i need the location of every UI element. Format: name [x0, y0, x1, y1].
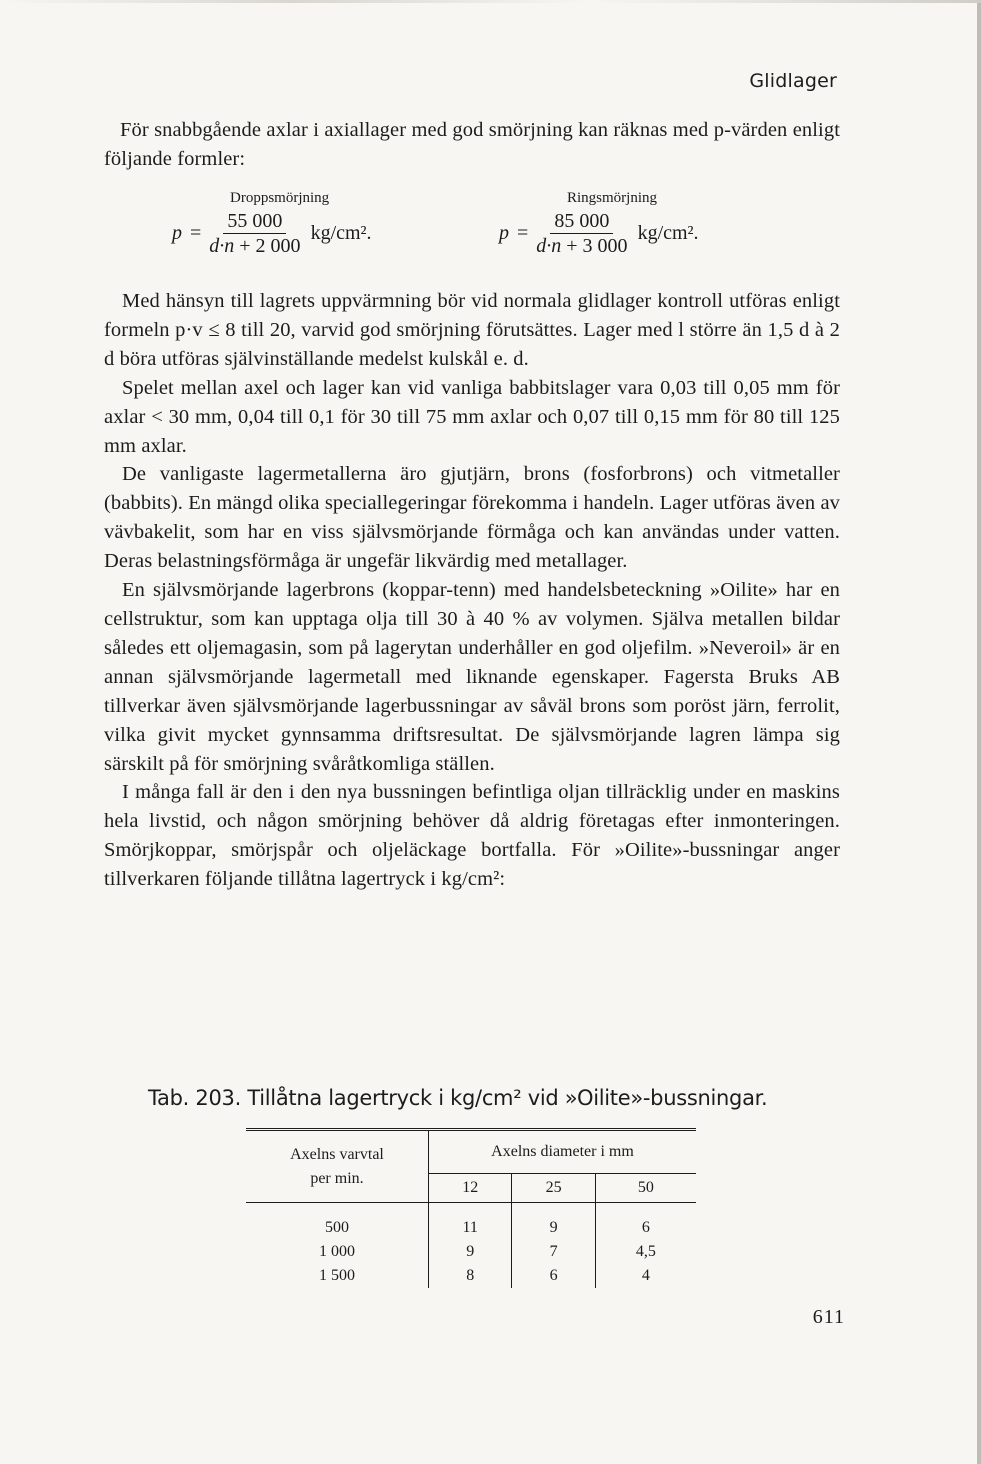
page-number: 611 — [812, 1306, 845, 1328]
table-caption: Tab. 203. Tillåtna lagertryck i kg/cm² vid »Oilite»-bussningar. — [148, 1086, 768, 1110]
table-row — [246, 1264, 696, 1288]
denominator-variable: d·n — [209, 235, 235, 257]
table-header-row — [246, 1130, 696, 1174]
running-head: Glidlager — [749, 70, 837, 92]
formula-label-ring: Ringsmörjning — [567, 190, 658, 206]
speed-header-line2: per min. — [310, 1169, 364, 1187]
value-cell: 4,5 — [595, 1240, 696, 1264]
value-cell: 4 — [595, 1264, 696, 1288]
value-cell: 8 — [429, 1264, 512, 1288]
value-cell: 9 — [429, 1240, 512, 1264]
intro-paragraph — [104, 116, 840, 174]
intro-text: För snabbgående axlar i axiallager med god smörjning kan räknas med p-värden enligt följande formler: — [104, 119, 840, 170]
value-cell: 6 — [595, 1203, 696, 1241]
formula-numerator: 85 000 — [550, 210, 613, 234]
denominator-constant: + 2 000 — [234, 235, 301, 257]
formula-equals: = — [190, 222, 202, 244]
diameter-header: 50 — [595, 1174, 696, 1203]
paragraph-spacing: Med hänsyn till lagrets uppvärmning bör vid normala glidlager kontroll utföras enligt formeln p·v ≤ 8 till 20, varvid god smörjning förutsättes. Lager med l större än 1,5 d à 2 d böra utföras självinställande medelst kulskål e. d. — [104, 290, 840, 370]
speed-cell: 500 — [325, 1219, 349, 1236]
formula-equals: = — [517, 222, 529, 244]
page-edge — [977, 0, 981, 1464]
body-text — [104, 287, 840, 894]
paragraph-lifetime: I många fall är den i den nya bussningen befintliga oljan tillräcklig under en maskins hela livstid, och någon smörjning behöver då aldrig företagas efter inmonteringen. Smörjkoppar, smörjspår och oljeläckage bortfalla. För »Oilite»-bussningar anger tillverkaren följande tillåtna lagertryck i kg/cm²: — [104, 781, 840, 891]
formula-unit: kg/cm². — [637, 222, 699, 244]
formula-fraction — [209, 210, 300, 257]
formula-label-dropp: Droppsmörjning — [230, 190, 330, 206]
speed-header-line1: Axelns varvtal — [290, 1145, 384, 1163]
scan-artifact — [0, 0, 981, 3]
diameter-header: 25 — [512, 1174, 595, 1203]
table-row — [246, 1203, 696, 1241]
table-row — [246, 1240, 696, 1264]
formula-lhs: p — [172, 222, 182, 244]
formula-dropp — [172, 210, 372, 257]
speed-column-header — [246, 1130, 429, 1203]
value-cell: 6 — [512, 1264, 595, 1288]
speed-cell: 1 000 — [319, 1243, 355, 1260]
value-cell: 7 — [512, 1240, 595, 1264]
paragraph-clearance: Spelet mellan axel och lager kan vid vanliga babbitslager vara 0,03 till 0,05 mm för axlar < 30 mm, 0,04 till 0,1 för 30 till 75 mm axlar och 0,07 till 0,15 mm för 80 till 125 mm axlar. — [104, 376, 840, 457]
denominator-constant: + 3 000 — [561, 235, 628, 257]
formula-fraction — [536, 210, 627, 257]
diameter-header: 12 — [429, 1174, 512, 1203]
formula-lhs: p — [499, 222, 509, 244]
value-cell: 11 — [429, 1203, 512, 1241]
paragraph-metals: De vanligaste lagermetallerna äro gjutjärn, brons (fosforbrons) och vitmetaller (babbits). En mängd olika speciallegeringar förekomma i handeln. Lager utföras även av vävbakelit, som har en viss självsmörjande förmåga och kan användas under vatten. Deras belastningsförmåga är ungefär likvärdig med metallager. — [104, 463, 840, 573]
formula-denominator — [536, 234, 627, 257]
formula-ring — [499, 210, 699, 257]
denominator-variable: d·n — [536, 235, 562, 257]
pressure-table — [246, 1128, 696, 1288]
diameter-group-header: Axelns diameter i mm — [429, 1130, 697, 1174]
speed-cell: 1 500 — [319, 1267, 355, 1284]
paragraph-oilite: En självsmörjande lagerbrons (koppar-tenn) med handelsbeteckning »Oilite» har en cellstruktur, som kan upptaga olja till 30 à 40 % av volymen. Själva metallen bildar således ett oljemagasin, som på lagerytan underhåller en god oljefilm. »Neveroil» är en annan självsmörjande lagermetall med liknande egenskaper. Fagersta Bruks AB tillverkar även självsmörjande lagerbussningar av såväl brons som poröst järn, ferrolit, vilka givit mycket gynnsamma driftsresultat. De självsmörjande lagren lämpa sig särskilt på för smörjning svåråtkomliga ställen. — [104, 579, 840, 775]
value-cell: 9 — [512, 1203, 595, 1241]
formula-unit: kg/cm². — [310, 222, 372, 244]
formula-denominator — [209, 234, 300, 257]
formula-numerator: 55 000 — [223, 210, 286, 234]
